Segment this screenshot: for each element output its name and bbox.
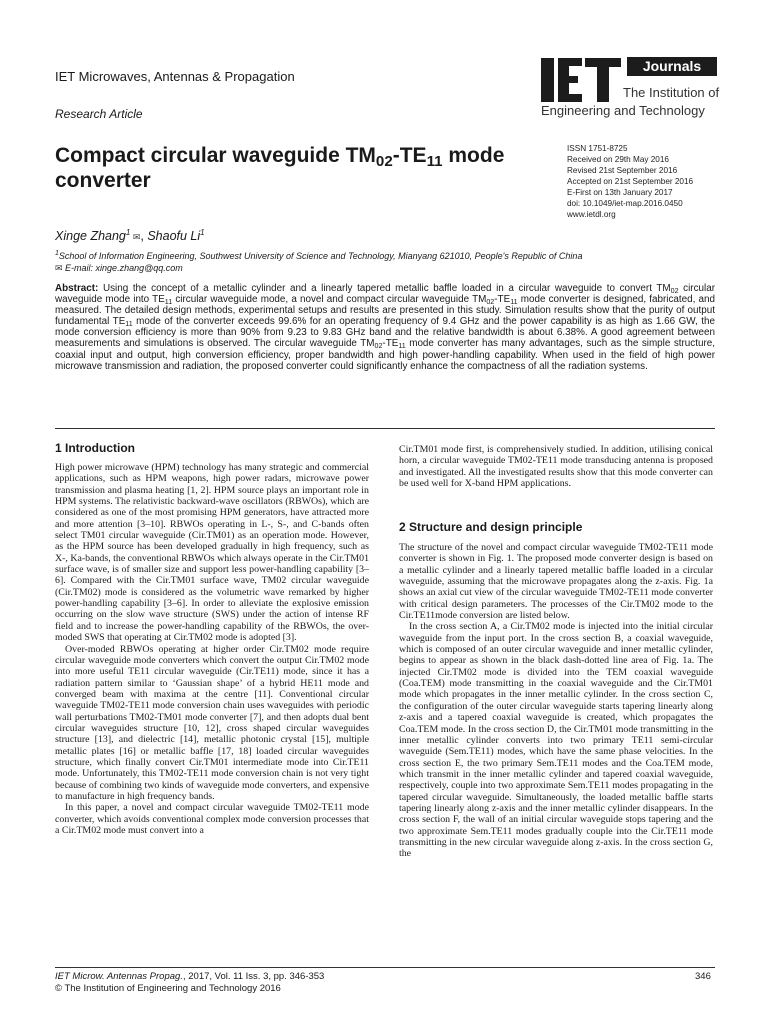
issn: ISSN 1751-8725 xyxy=(567,144,628,153)
envelope-icon: ✉ xyxy=(55,263,66,273)
author-name[interactable]: Xinge Zhang xyxy=(55,229,126,244)
author-list: Xinge Zhang$^1$ ✉, Shaofu Li$^1$ xyxy=(55,228,205,244)
paragraph: In the cross section A, a Cir.TM02 mode is injected into the initial circular waveguide from the input port. In the cross section B, a coaxial waveguide, which is composed of an outer circular waveguide and inner metallic cylinder, begins to appear as shown in the black dash-dotted line area of Fig. 1a. The injected Cir.TM02 mode is divided into the TEM coaxial waveguide (Coa.TEM) mode transmitting in the coaxial waveguide and the Cir.TM01 mode which propagates in the inner metallic cylinder. In the cross section C, the configuration of the outer circular waveguide starts tapering linearly along z-axis and a tapered coaxial waveguide is created, which propagates the Coa.TEM mode. In the cross section D, the Cir.TM01 mode transmitting in the inner metallic cylinder converts into two primary TE11 semi-circular waveguide (Sem.TE11) modes, which have the same phase velocities. In the cross section E, the two primary Sem.TE11 modes and the Coa.TEM mode, which transmit in the inner metallic cylinder and tapered coaxial waveguide, respectively, couple into two approximate Sem.TE11 modes propagating in the tapered circular waveguide. Simultaneously, the loaded metallic baffle starts tapering linearly along z-axis and the inner metallic cylinder disappears. In the cross section F, the wall of an initial circular waveguide stops tapering and the two approximate Sem.TE11 modes gradually couple into the Cir.TE11 mode transmitting in the new circular waveguide along z-axis. In the cross section G, the xyxy=(399,621,713,860)
paragraph: Cir.TM01 mode first, is comprehensively studied. In addition, utilising conical horn, a circular waveguide TM02-TE11 mode transducing antenna is proposed and investigated. All the investigated results show that this mode converter can be used well for X-band HPM applications. xyxy=(399,444,713,490)
page-number: 346 xyxy=(695,971,711,982)
paragraph: The structure of the novel and compact circular waveguide TM02-TE11 mode converter is shown in Fig. 1. The proposed mode converter design is based on a metallic cylinder and a linearly tapered metallic baffle loaded in a circular waveguide, assuming that the microwave propagates along the z-axis. Fig. 1a shows an axial cut view of the circular waveguide TM02-TE11 mode converter with critical design parameters. The processes of the Cir.TM02 mode to the Cir.TE11mode conversion are listed below. xyxy=(399,542,713,622)
journal-name: IET Microwaves, Antennas & Propagation xyxy=(55,69,295,84)
abstract: Abstract: Using the concept of a metallic cylinder and a linearly tapered metallic baffle loaded in a circular waveguide to convert $TM_{02}$ circular waveguide mode into $TE_{11}$ circular waveguide mode, a novel and compact circular waveguide $TM_{02}-TE_{11}$ mode converter is designed, fabricated, and measured. The detailed design methods, experimental setups and results are presented in this study. Simulation results show that the purity of output fundamental $TE_{11}$ mode of the converter exceeds 99.6% for an operating frequency of 9.4 GHz and the power capability is as high as 1.66 GW, the mode conversion efficiency is more than 90% from 9.23 to 9.83 GHz band and the relative bandwidth is about 6.38%. A good agreement between measurements and simulations is observed. The circular waveguide $TM_{02}-TE_{11}$ mode converter has many advantages, such as the simple structure, coaxial input and output, high conversion efficiency, proper bandwidth and high power-handling capability. When used in the field of high power microwave transmission and radiation, the proposed converter could significantly enhance the compactness of all the radiation systems. xyxy=(55,283,715,372)
affiliation: $^1$School of Information Engineering, Southwest University of Science and Technology, Mianyang 621010, People's Republic of China xyxy=(55,250,583,261)
right-column xyxy=(399,542,713,860)
logo-line1: The Institution of xyxy=(623,85,720,100)
footer-citation: IET Microw. Antennas Propag., 2017, Vol. 11 Iss. 3, pp. 346-353 xyxy=(55,971,325,982)
paragraph: High power microwave (HPM) technology has many strategic and commercial applications, such as HPM weapons, high power radars, microwave power transmission and plasma heating [1, 2]. HPM source plays an important role in HPM systems. The relativistic backward-wave oscillators (RBWOs), which are considered as one of the most promising HPM generators, have attracted more and more attention [3–10]. RBWOs operating in L-, S-, and C-bands often select TM01 circular waveguide (Cir.TM01) as an operation mode. However, as the HPM source has been developed gradually in high frequency, such as X-, Ka-bands, the conventional RBWOs which always operate in the Cir.TM01 surface wave, is of smaller size and support less power-handling capability [3–6]. Compared with the Cir.TM01 surface wave, TM02 circular waveguide (Cir.TM02) mode is considered as the volumetric wave remarked by higher power-handling capability [3–6]. In order to alleviate the explosive emission occurring on the slow wave structure (SWS) under the action of intense RF field and to increase the power-handling capability of the RBWOs, the over-moded SWS that operating at Cir.TM02 mode is adopted [3]. xyxy=(55,462,370,644)
author-name[interactable]: Shaofu Li xyxy=(147,229,201,244)
article-meta xyxy=(567,143,693,220)
paper-title: Compact circular waveguide $TM_{02}-TE_{11}$ mode converter xyxy=(55,144,505,192)
iet-logo[interactable] xyxy=(541,56,720,122)
section-heading-introduction: 1 Introduction xyxy=(55,441,135,455)
paragraph: Over-moded RBWOs operating at higher order Cir.TM02 mode require circular waveguide mode converters which convert the output Cir.TM02 mode into more useful TE11 circular waveguide (Cir.TE11) mode, since it has a radiation pattern similar to ‘Gaussian shape’ of a hybrid HE11 mode and converged beam with maxima at the centre [11]. Conventional circular waveguide TM02-TE11 mode conversion chain uses waveguides with periodic wall perturbations TM02-TM01 mode converter [7], and then adopts dual bent circular waveguides structure [10, 12], cross shaped circular waveguides structure [13], and dielectric [14], metallic photonic crystal [15], multiple metallic plates [16] or metallic baffle [17, 18] loaded circular waveguides structure, which finally convert Cir.TM01 intermediate mode into Cir.TE11 mode. Unfortunately, this TM02-TE11 mode conversion chain is not very tight because of combining two kinds of waveguide mode converters, and expensive to manufacture in high frequency bands. xyxy=(55,643,369,802)
left-column xyxy=(55,462,369,836)
abstract-divider xyxy=(55,428,715,429)
article-type: Research Article xyxy=(55,107,143,121)
section-heading-structure: 2 Structure and design principle xyxy=(399,520,583,534)
revised-date: Revised 21st September 2016 xyxy=(567,166,678,175)
right-column-top xyxy=(399,444,713,489)
footer-copyright: © The Institution of Engineering and Technology 2016 xyxy=(55,983,281,994)
journals-label: Journals xyxy=(627,57,717,76)
received-date: Received on 29th May 2016 xyxy=(567,155,669,164)
footer-divider xyxy=(55,967,715,968)
paragraph: In this paper, a novel and compact circular waveguide TM02-TE11 mode converter, which avoids conventional complex mode conversion processes that a Cir.TM02 mode must convert into a xyxy=(55,802,369,836)
logo-line2: Engineering and Technology xyxy=(541,103,705,118)
corresponding-email[interactable]: ✉ E-mail: xinge.zhang@qq.com xyxy=(55,263,183,273)
doi-link[interactable]: doi: 10.1049/iet-map.2016.0450 xyxy=(567,199,683,208)
envelope-icon[interactable]: ✉ xyxy=(130,232,141,243)
website-link[interactable]: www.ietdl.org xyxy=(567,210,616,219)
accepted-date: Accepted on 21st September 2016 xyxy=(567,177,694,186)
efirst-date: E-First on 13th January 2017 xyxy=(567,188,673,197)
